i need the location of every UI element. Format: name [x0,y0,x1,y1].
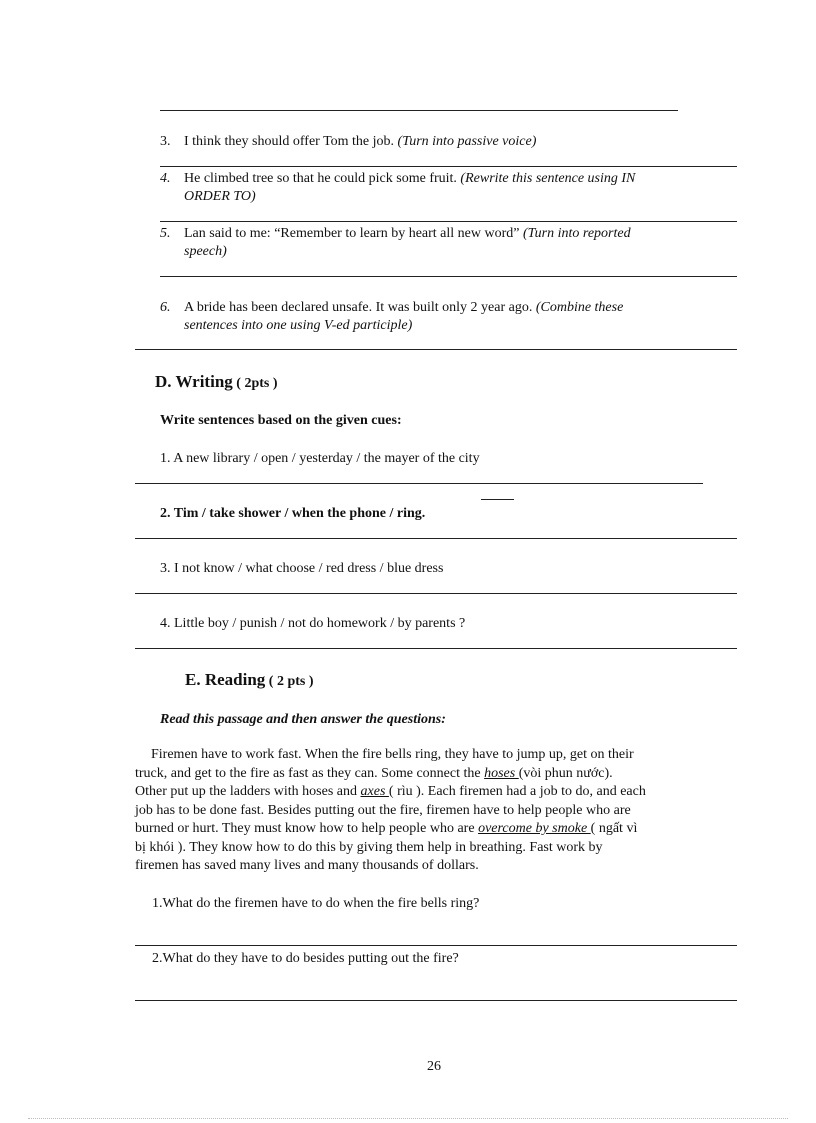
rewrite-item-3: 3. I think they should offer Tom the job. (Turn into passive voice) [160,134,537,149]
reading-heading: E. Reading ( 2 pts ) [185,670,314,689]
rewrite-item-4-cont: ORDER TO) [184,189,256,204]
answer-line [135,648,737,649]
answer-line [160,166,737,167]
reading-instruction: Read this passage and then answer the questions: [160,712,446,727]
reading-passage: Firemen have to work fast. When the fire bells ring, they have to jump up, get on their truck, and get to the fire as fast as they can. Some connect the hoses (vòi phun nước). Other put up the ladders with hoses and axes ( rìu ). Each firemen had a job to do, and each job has to be done fast. Besides putting out the fire, firemen have to help people who are burned or hurt. They must know how to help people who are overcome by smoke ( ngất vì bị khói ). They know how to do this by giving them help in breathing. Fast work by firemen has saved many lives and many thousands of dollars. [135,747,646,873]
answer-line [135,483,703,484]
answer-line [135,538,737,539]
page-number: 26 [427,1059,441,1074]
answer-line [160,276,737,277]
reading-question-1: 1.What do the firemen have to do when the fire bells ring? [152,896,480,911]
answer-line [135,1000,737,1001]
reading-question-2: 2.What do they have to do besides putting out the fire? [152,951,459,966]
answer-line [135,593,737,594]
writing-cue-2: 2. Tim / take shower / when the phone / ring. [160,506,426,521]
writing-cue-3: 3. I not know / what choose / red dress / blue dress [160,561,444,576]
answer-line-short [481,499,514,500]
answer-line [135,349,737,350]
writing-instruction: Write sentences based on the given cues: [160,413,402,428]
answer-line [160,110,678,111]
rewrite-item-6-cont: sentences into one using V-ed participle) [184,318,413,333]
writing-cue-4: 4. Little boy / punish / not do homework / by parents ? [160,616,466,631]
rewrite-item-6: 6. A bride has been declared unsafe. It was built only 2 year ago. (Combine these [160,300,624,315]
writing-cue-1: 1. A new library / open / yesterday / the mayer of the city [160,451,480,466]
answer-line [160,221,737,222]
answer-line [135,945,737,946]
rewrite-item-4: 4. He climbed tree so that he could pick some fruit. (Rewrite this sentence using IN [160,171,636,186]
rewrite-item-5-cont: speech) [184,244,227,259]
writing-heading: D. Writing ( 2pts ) [155,372,278,391]
rewrite-item-5: 5. Lan said to me: “Remember to learn by heart all new word” (Turn into reported [160,226,631,241]
footer-rule [28,1118,788,1119]
